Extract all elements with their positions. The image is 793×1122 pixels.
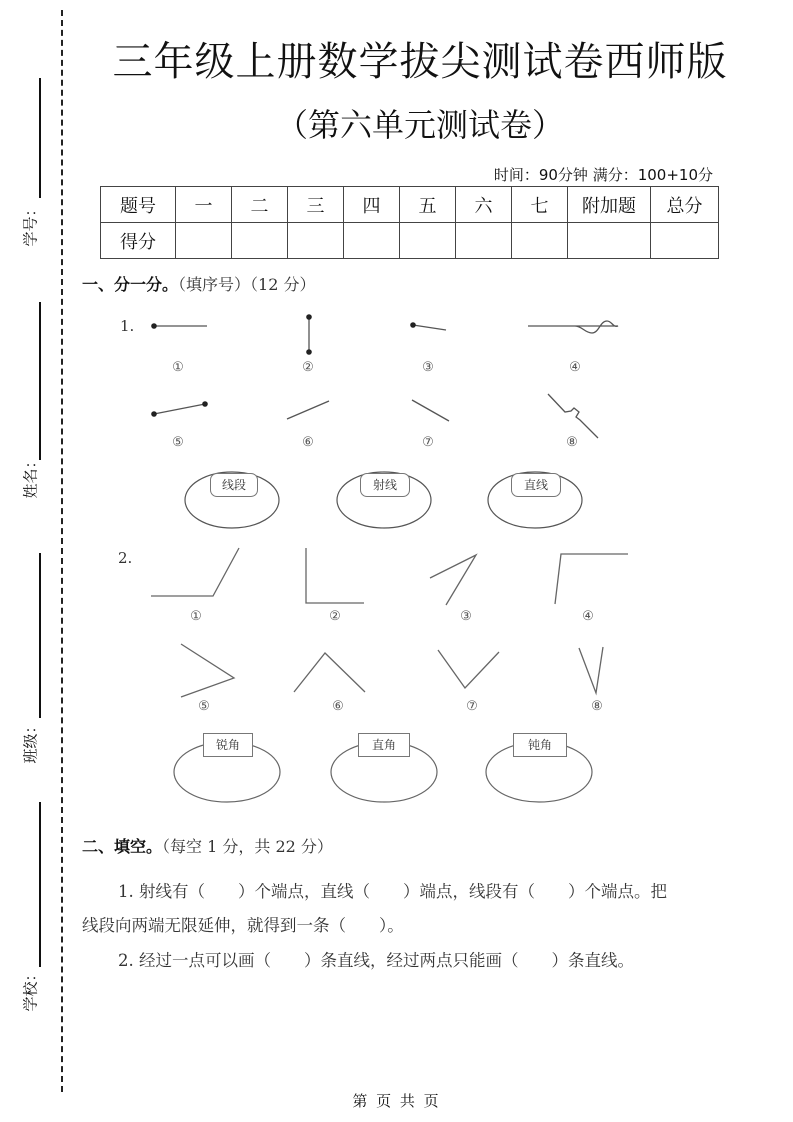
category-tag-line: 直线 — [511, 473, 561, 497]
header-cell: 附加题 — [568, 187, 651, 223]
fill-blank-question-1: 1. 射线有（ ）个端点，直线（ ）端点，线段有（ ）个端点。把 — [118, 882, 667, 901]
q1-figure-4-wavy-line — [528, 321, 618, 333]
q2-figure-2-right — [306, 548, 364, 603]
figure-label: ⑧ — [566, 435, 578, 450]
category-tag-right-angle: 直角 — [358, 733, 410, 757]
header-cell: 一 — [176, 187, 232, 223]
figure-label: ② — [329, 609, 341, 624]
fill-blank-question-1-cont: 线段向两端无限延伸，就得到一条（ ）。 — [82, 916, 404, 935]
figure-label: ⑤ — [172, 435, 184, 450]
header-cell: 七 — [512, 187, 568, 223]
category-tag-acute-angle: 锐角 — [203, 733, 253, 757]
student-id-label: 学号： — [21, 201, 40, 247]
figure-label: ⑥ — [332, 699, 344, 714]
q1-figure-6-line — [287, 401, 329, 419]
header-cell: 六 — [456, 187, 512, 223]
figure-label: ③ — [422, 360, 434, 375]
q1-figure-3-ray — [413, 325, 446, 330]
figure-label: ⑥ — [302, 435, 314, 450]
q2-figure-7-right — [438, 650, 499, 688]
time-score-info: 时间：90分钟 满分：100+10分 — [493, 166, 713, 184]
section1-title: 一、分一分。 — [82, 275, 179, 294]
name-label: 姓名： — [21, 453, 40, 499]
q1-number: 1. — [120, 317, 135, 335]
figure-label: ⑧ — [591, 699, 603, 714]
score-row-label: 得分 — [101, 223, 176, 259]
section2-title: 二、填空。 — [82, 837, 163, 856]
q2-figure-6-obtuse-right — [294, 653, 365, 692]
figure-label: ⑤ — [198, 699, 210, 714]
header-cell: 三 — [288, 187, 344, 223]
header-cell: 总分 — [651, 187, 719, 223]
q1-figure-7-line — [412, 400, 449, 421]
figure-label: ② — [302, 360, 314, 375]
page-subtitle: （第六单元测试卷） — [275, 106, 564, 144]
header-cell: 二 — [232, 187, 288, 223]
page-title: 三年级上册数学拔尖测试卷西师版 — [112, 39, 728, 85]
section2-note: （每空 1 分，共 22 分） — [162, 837, 333, 856]
q2-figure-5-acute — [181, 644, 234, 697]
header-cell: 五 — [400, 187, 456, 223]
section1-note: （填序号）（12 分） — [178, 275, 316, 294]
school-label: 学校： — [21, 966, 40, 1012]
figure-label: ① — [172, 360, 184, 375]
figure-label: ④ — [569, 360, 581, 375]
q2-figure-8-acute — [579, 647, 603, 693]
figure-label: ⑦ — [466, 699, 478, 714]
figure-label: ① — [190, 609, 202, 624]
page-footer: 第 页 共 页 — [352, 1092, 441, 1110]
q1-figure-8-zigzag — [548, 394, 598, 438]
category-tag-ray: 射线 — [360, 473, 410, 497]
section2-heading — [82, 834, 333, 857]
class-label: 班级： — [21, 718, 40, 764]
q2-figure-4-acute-2 — [555, 554, 628, 604]
q2-figure-3-acute — [430, 555, 476, 605]
q2-figure-1-obtuse — [151, 548, 239, 596]
figure-label: ④ — [582, 609, 594, 624]
q2-number: 2. — [118, 549, 133, 567]
q1-figure-5-segment — [154, 404, 205, 414]
category-tag-line-segment: 线段 — [210, 473, 258, 497]
header-cell: 四 — [344, 187, 400, 223]
figure-label: ③ — [460, 609, 472, 624]
header-cell: 题号 — [101, 187, 176, 223]
fill-blank-question-2: 2. 经过一点可以画（ ）条直线，经过两点只能画（ ）条直线。 — [118, 951, 634, 970]
category-tag-obtuse-angle: 钝角 — [513, 733, 567, 757]
figure-label: ⑦ — [422, 435, 434, 450]
